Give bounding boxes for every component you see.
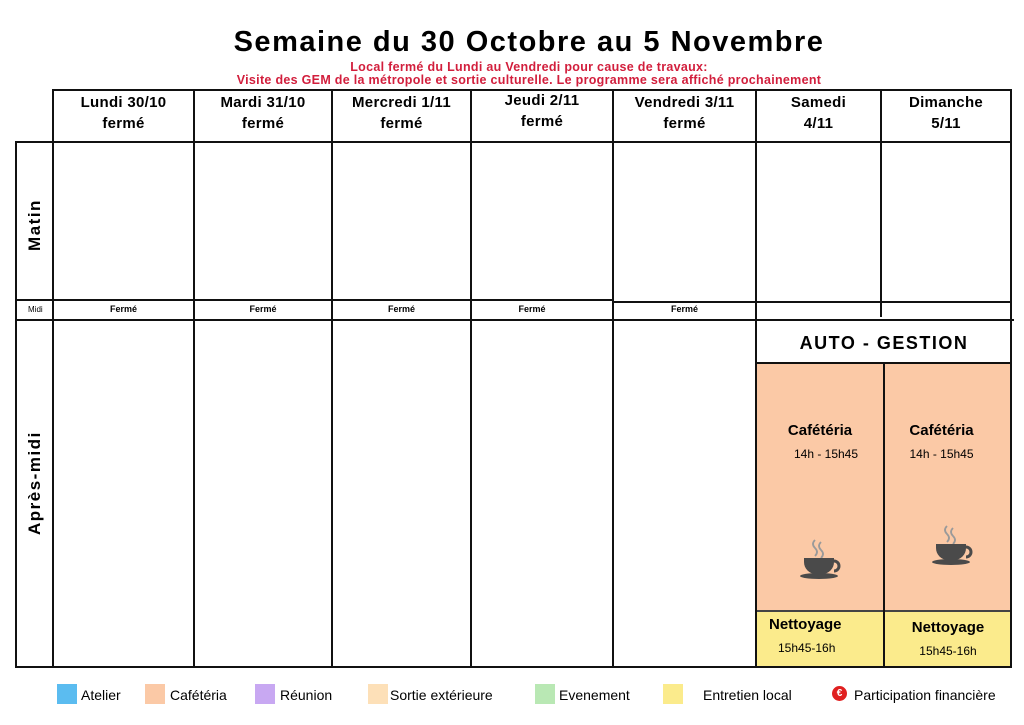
legend-label-participation: Participation financière: [854, 687, 996, 703]
morning-label: Matin: [25, 199, 44, 251]
legend-label-reunion: Réunion: [280, 687, 333, 703]
coffee-cup-icon: [930, 522, 976, 573]
legend-swatch-sortie: [368, 684, 388, 704]
euro-icon: €: [832, 686, 847, 701]
saturday-cleaning-title: Nettoyage: [769, 616, 842, 633]
noon-closed-thursday: Fermé: [518, 304, 546, 314]
legend-swatch-entretien: [663, 684, 683, 704]
day-header-monday: Lundi 30/10 fermé: [80, 94, 167, 132]
auto-gestion-header: AUTO - GESTION: [799, 333, 969, 353]
day-header-tuesday: Mardi 31/10 fermé: [220, 94, 306, 132]
legend-label-sortie: Sortie extérieure: [390, 687, 493, 703]
sunday-cleaning-title: Nettoyage: [911, 619, 985, 636]
coffee-cup-icon: [798, 536, 844, 587]
legend-label-atelier: Atelier: [81, 687, 121, 703]
legend-label-entretien: Entretien local: [703, 687, 792, 703]
day-header-friday: Vendredi 3/11 fermé: [634, 94, 735, 132]
sunday-cafeteria-time: 14h - 15h45: [909, 447, 974, 461]
legend-swatch-cafeteria: [145, 684, 165, 704]
afternoon-label: Après-midi: [25, 431, 44, 535]
legend-label-evenement: Evenement: [559, 687, 630, 703]
saturday-cleaning-time: 15h45-16h: [778, 641, 836, 655]
day-header-saturday: Samedi 4/11: [790, 94, 847, 132]
noon-closed-wednesday: Fermé: [387, 304, 415, 314]
sunday-cafeteria-block: [885, 363, 1011, 611]
page-title: Semaine du 30 Octobre au 5 Novembre: [233, 26, 825, 58]
day-header-wednesday: Mercredi 1/11 fermé: [352, 94, 451, 132]
noon-closed-tuesday: Fermé: [249, 304, 277, 314]
noon-closed-monday: Fermé: [109, 304, 137, 314]
legend-label-cafeteria: Cafétéria: [170, 687, 227, 703]
sunday-cleaning-time: 15h45-16h: [919, 644, 977, 658]
day-header-sunday: Dimanche 5/11: [908, 94, 984, 132]
saturday-cafeteria-time: 14h - 15h45: [793, 447, 859, 461]
legend-swatch-reunion: [255, 684, 275, 704]
noon-label: Midi: [28, 305, 43, 314]
saturday-cafeteria-title: Cafétéria: [787, 422, 853, 439]
program-notice: Visite des GEM de la métropole et sortie culturelle. Le programme sera affiché prochainement: [236, 73, 822, 87]
legend-swatch-evenement: [535, 684, 555, 704]
day-header-thursday: Jeudi 2/11 fermé: [504, 92, 580, 130]
closure-notice: Local fermé du Lundi au Vendredi pour cause de travaux:: [350, 60, 708, 74]
noon-closed-friday: Fermé: [670, 304, 698, 314]
sunday-cafeteria-title: Cafétéria: [909, 422, 974, 439]
legend-swatch-atelier: [57, 684, 77, 704]
